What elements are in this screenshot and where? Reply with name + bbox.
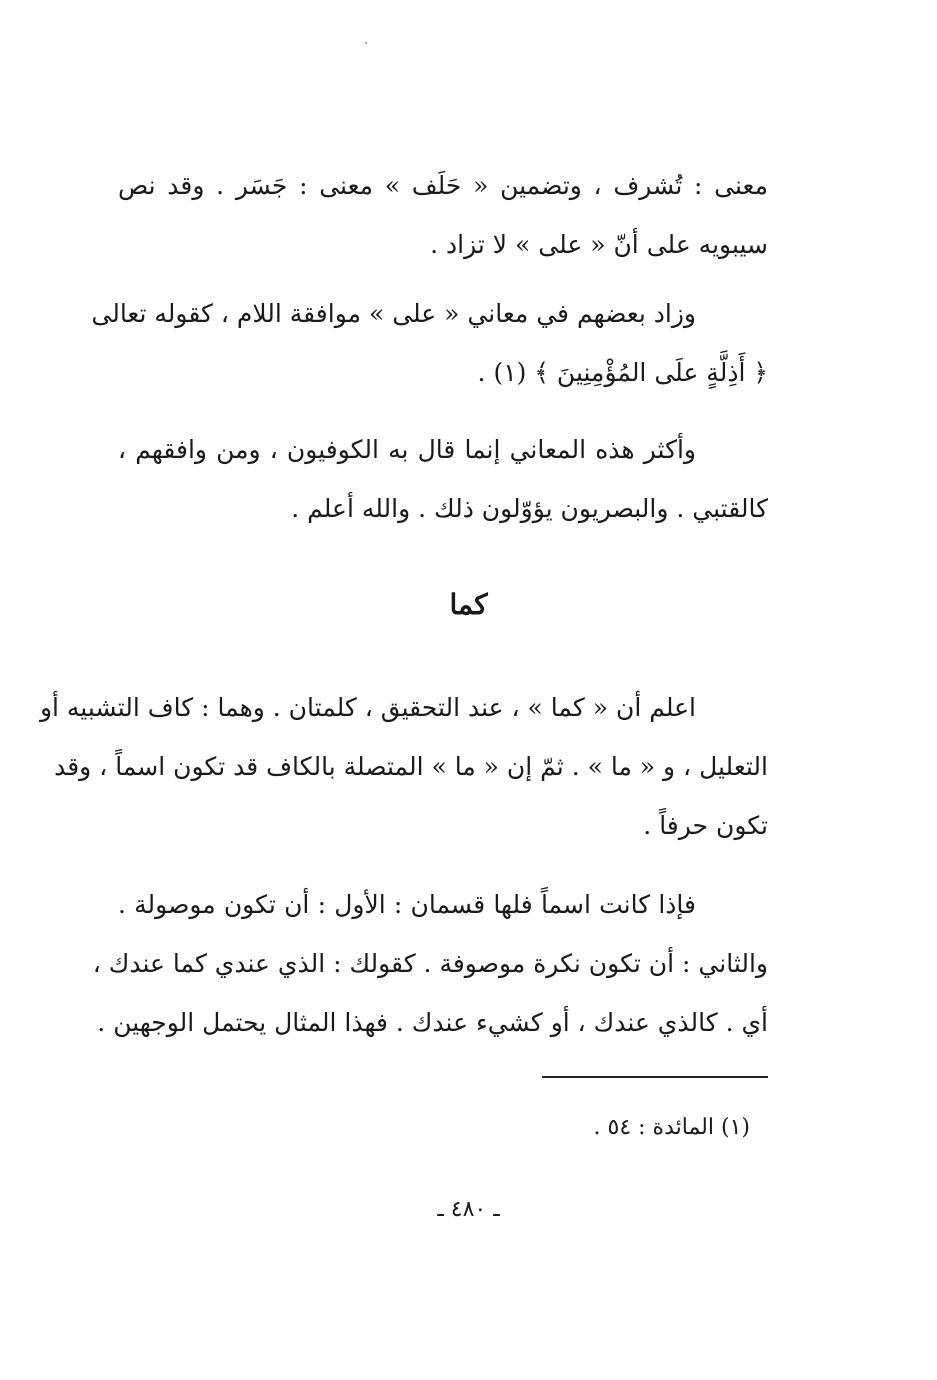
paragraph-line: وأكثر هذه المعاني إنما قال به الكوفيون ، ومن وافقهم ، [118, 435, 696, 464]
paragraph-line: وزاد بعضهم في معاني « على » موافقة اللام ، كقوله تعالى [91, 299, 696, 328]
paragraph-line: معنى : تُشرف ، وتضمين « حَلَف » معنى : جَسَر . وقد نص [118, 171, 768, 200]
paragraph-line: تكون حرفاً . [643, 811, 768, 840]
paragraph-line: فإذا كانت اسماً فلها قسمان : الأول : أن تكون موصولة . [118, 890, 696, 919]
paragraph-line: سيبويه على أنّ « على » لا تزاد . [430, 230, 768, 259]
paragraph-line: والثاني : أن تكون نكرة موصوفة . كقولك : الذي عندي كما عندك ، [92, 949, 768, 978]
quran-verse-line: ﴿ أَذِلَّةٍ علَى المُؤْمِنِينَ ﴾ (١) . [477, 358, 768, 387]
paragraph-4 [39, 678, 768, 855]
paragraph-line: أي . كالذي عندك ، أو كشيء عندك . فهذا المثال يحتمل الوجهين . [97, 1008, 768, 1037]
paragraph-1 [118, 156, 768, 274]
paragraph-2 [91, 284, 768, 402]
footnote: (١) المائدة : ٥٤ . [593, 1115, 750, 1140]
paragraph-3 [118, 420, 768, 538]
scan-speck [365, 42, 367, 44]
section-heading: كما [449, 588, 488, 621]
footnote-separator [542, 1076, 768, 1078]
paragraph-line: كالقتبي . والبصريون يؤوّلون ذلك . والله أعلم . [291, 494, 768, 523]
page-number: ـ ٤٨٠ ـ [437, 1197, 500, 1222]
paragraph-line: اعلم أن « كما » ، عند التحقيق ، كلمتان . وهما : كاف التشبيه أو [39, 693, 696, 722]
paragraph-line: التعليل ، و « ما » . ثمّ إن « ما » المتصلة بالكاف قد تكون اسماً ، وقد [54, 752, 768, 781]
paragraph-5 [92, 875, 768, 1052]
